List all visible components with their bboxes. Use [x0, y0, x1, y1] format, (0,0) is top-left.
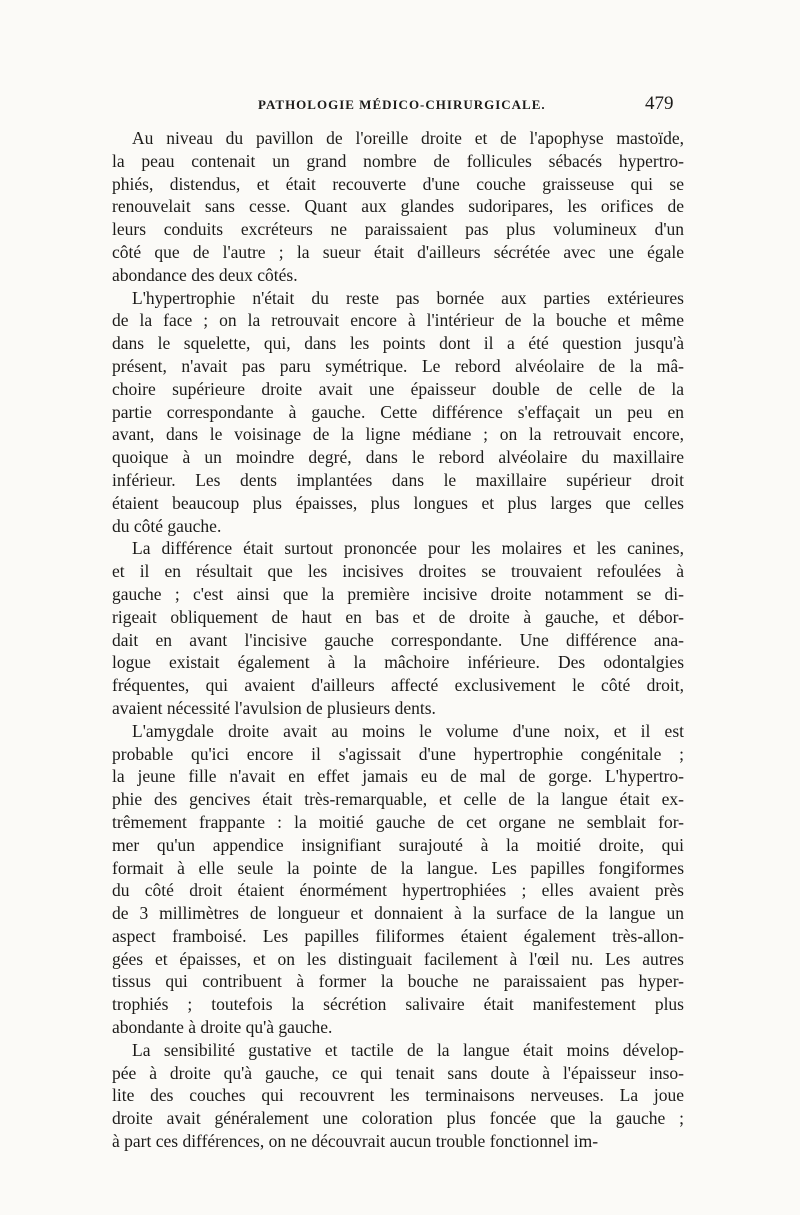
text-line: mer qu'un appendice insignifiant surajouté à la moitié droite, qui	[112, 834, 684, 855]
text-line: avaient nécessité l'avulsion de plusieurs dents.	[112, 697, 436, 718]
text-line: abondance des deux côtés.	[112, 264, 298, 285]
text-line: la jeune fille n'avait en effet jamais eu de mal de gorge. L'hypertro-	[112, 766, 684, 787]
text-line: phie des gencives était très-remarquable, et celle de la langue était ex-	[112, 789, 684, 810]
text-line: la peau contenait un grand nombre de follicules sébacés hypertro-	[112, 150, 684, 171]
text-line: dait en avant l'incisive gauche correspondante. Une différence ana-	[112, 629, 684, 650]
text-line: choire supérieure droite avait une épaisseur double de celle de la	[112, 378, 684, 399]
paragraph	[112, 287, 684, 538]
paragraph	[112, 720, 684, 1039]
text-line: La différence était surtout prononcée pour les molaires et les canines,	[132, 538, 684, 559]
text-line: renouvelait sans cesse. Quant aux glandes sudoripares, les orifices de	[112, 196, 684, 217]
text-line: partie correspondante à gauche. Cette différence s'effaçait un peu en	[112, 401, 684, 422]
text-line: à part ces différences, on ne découvrait aucun trouble fonctionnel im-	[112, 1131, 599, 1152]
text-line: étaient beaucoup plus épaisses, plus longues et plus larges que celles	[112, 492, 684, 513]
text-line: du côté droit étaient énormément hypertrophiées ; elles avaient près	[112, 880, 684, 901]
text-line: du côté gauche.	[112, 515, 222, 536]
text-line: lite des couches qui recouvrent les terminaisons nerveuses. La joue	[112, 1085, 684, 1106]
text-line: tissus qui contribuent à former la bouche ne paraissaient pas hyper-	[112, 971, 684, 992]
text-line: dans le squelette, qui, dans les points dont il a été question jusqu'à	[112, 333, 684, 354]
text-line: probable qu'ici encore il s'agissait d'une hypertrophie congénitale ;	[112, 743, 684, 764]
text-line: côté que de l'autre ; la sueur était d'ailleurs sécrétée avec une égale	[112, 241, 684, 262]
text-line: trêmement frappante : la moitié gauche de cet organe ne semblait for-	[112, 811, 684, 832]
text-line: fréquentes, qui avaient d'ailleurs affecté exclusivement le côté droit,	[112, 675, 684, 696]
text-line: L'hypertrophie n'était du reste pas bornée aux parties extérieures	[132, 287, 684, 308]
text-line: logue existait également à la mâchoire inférieure. Des odontalgies	[112, 652, 684, 673]
text-line: formait à elle seule la pointe de la langue. Les papilles fongiformes	[112, 857, 684, 878]
page-number: 479	[645, 93, 674, 114]
text-line: quoique à un moindre degré, dans le rebord alvéolaire du maxillaire	[112, 447, 684, 468]
text-line: pée à droite qu'à gauche, ce qui tenait sans doute à l'épaisseur inso-	[112, 1062, 684, 1083]
text-line: Au niveau du pavillon de l'oreille droite et de l'apophyse mastoïde,	[132, 128, 684, 148]
text-line: droite avait généralement une coloration plus foncée que la gauche ;	[112, 1108, 684, 1129]
text-line: avant, dans le voisinage de la ligne médiane ; on la retrouvait encore,	[112, 424, 684, 445]
text-line: L'amygdale droite avait au moins le volume d'une noix, et il est	[132, 720, 684, 741]
paragraph	[112, 537, 684, 719]
text-line: phiés, distendus, et était recouverte d'une couche graisseuse qui se	[112, 173, 684, 194]
page-header	[0, 93, 800, 117]
body-text	[112, 127, 684, 1153]
text-line: aspect framboisé. Les papilles filiformes étaient également très-allon-	[112, 925, 684, 946]
paragraph	[112, 1039, 684, 1153]
text-line: de la face ; on la retrouvait encore à l'intérieur de la bouche et même	[112, 310, 684, 331]
text-line: de 3 millimètres de longueur et donnaient à la surface de la langue un	[112, 903, 684, 924]
text-line: La sensibilité gustative et tactile de la langue était moins dévelop-	[132, 1039, 684, 1060]
text-line: gées et épaisses, et on les distinguait facilement à l'œil nu. Les autres	[112, 948, 684, 969]
text-line: et il en résultait que les incisives droites se trouvaient refoulées à	[112, 561, 684, 582]
running-title: PATHOLOGIE MÉDICO-CHIRURGICALE.	[258, 97, 546, 112]
text-line: gauche ; c'est ainsi que la première incisive droite notamment se di-	[112, 583, 684, 604]
text-line: abondante à droite qu'à gauche.	[112, 1017, 333, 1038]
text-line: inférieur. Les dents implantées dans le maxillaire supérieur droit	[112, 469, 684, 490]
text-line: rigeait obliquement de haut en bas et de droite à gauche, et débor-	[112, 606, 684, 627]
text-line: présent, n'avait pas paru symétrique. Le rebord alvéolaire de la mâ-	[112, 355, 684, 376]
text-line: leurs conduits excréteurs ne paraissaient pas plus volumineux d'un	[112, 219, 684, 240]
paragraph	[112, 127, 684, 287]
text-line: trophiés ; toutefois la sécrétion salivaire était manifestement plus	[112, 994, 684, 1015]
